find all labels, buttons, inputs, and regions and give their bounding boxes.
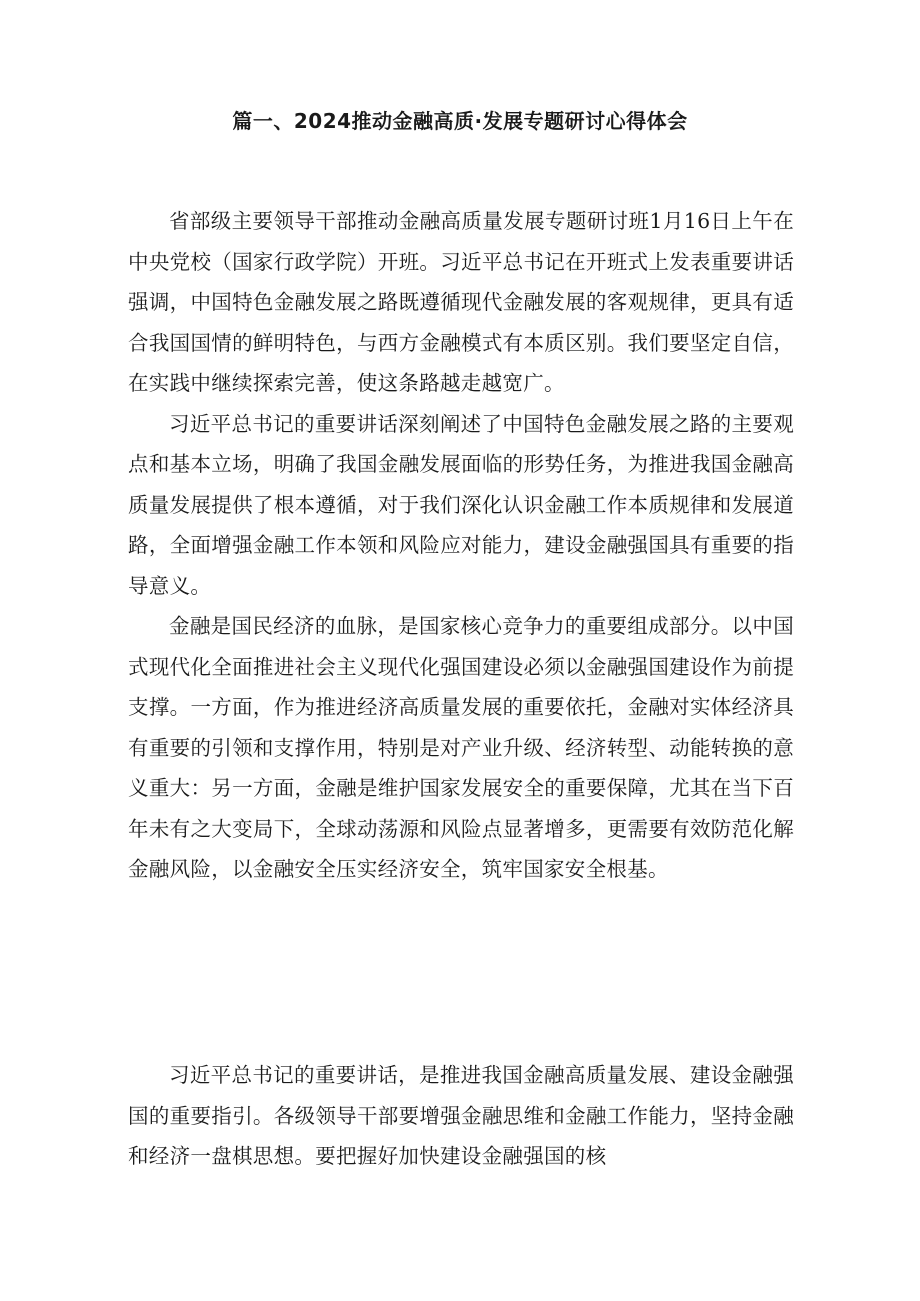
document-body	[128, 201, 794, 890]
paragraph-1: 省部级主要领导干部推动金融高质量发展专题研讨班1月16日上午在中央党校（国家行政学院）开班。习近平总书记在开班式上发表重要讲话强调，中国特色金融发展之路既遵循现代金融发展的客观规律，更具有适合我国国情的鲜明特色，与西方金融模式有本质区别。我们要坚定自信，在实践中继续探索完善，使这条路越走越宽广。	[128, 209, 794, 395]
paragraph-2: 习近平总书记的重要讲话深刻阐述了中国特色金融发展之路的主要观点和基本立场，明确了我国金融发展面临的形势任务，为推进我国金融高质量发展提供了根本遵循，对于我们深化认识金融工作本质规律和发展道路，全面增强金融工作本领和风险应对能力，建设金融强国具有重要的指导意义。	[128, 411, 794, 598]
paragraph-3: 金融是国民经济的血脉，是国家核心竞争力的重要组成部分。以中国式现代化全面推进社会主义现代化强国建设必须以金融强国建设作为前提支撑。一方面，作为推进经济高质量发展的重要依托，金融对实体经济具有重要的引领和支撑作用，特别是对产业升级、经济转型、动能转换的意义重大：另一方面，金融是维护国家发展安全的重要保障，尤其在当下百年未有之大变局下，全球动荡源和风险点显著增多，更需要有效防范化解金融风险，以金融安全压实经济安全，筑牢国家安全根基。	[128, 614, 794, 881]
document-body-continued	[128, 1055, 794, 1177]
paragraph-4: 习近平总书记的重要讲话，是推进我国金融高质量发展、建设金融强国的重要指引。各级领导干部要增强金融思维和金融工作能力，坚持金融和经济一盘棋思想。要把握好加快建设金融强国的核	[128, 1063, 794, 1168]
document-title: 篇一、2024推动金融高质·发展专题研讨心得体会	[232, 109, 688, 133]
